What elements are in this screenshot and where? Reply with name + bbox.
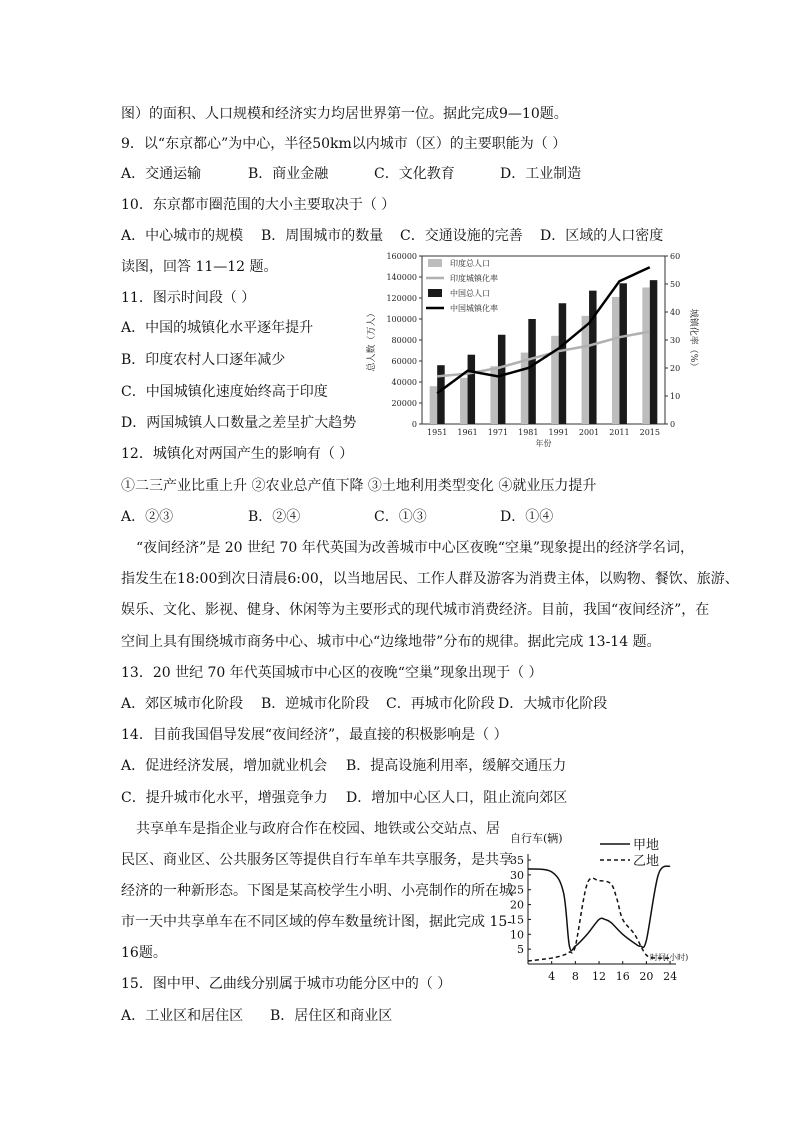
bar-china bbox=[559, 303, 567, 424]
q9-option-a[interactable]: A．交通运输 bbox=[121, 166, 202, 182]
y2-tick-label: 10 bbox=[670, 392, 681, 401]
passage-night-2: 指发生在18:00到次日清晨6:00，以当地居民、工作人群及游客为消费主体，以购物、餐饮、旅游、 bbox=[121, 571, 739, 587]
passage-bike-4: 市一天中共享单车在不同区域的停车数量统计图，据此完成 15- bbox=[121, 914, 512, 930]
q14-option-d[interactable]: D．增加中心区人口，阻止流向郊区 bbox=[346, 790, 568, 806]
legend-swatch bbox=[428, 259, 442, 267]
q12-option-d[interactable]: D．①④ bbox=[500, 509, 554, 525]
bar-china bbox=[498, 335, 506, 424]
q9-option-d[interactable]: D．工业制造 bbox=[500, 166, 582, 182]
y-tick-label: 40000 bbox=[391, 378, 417, 387]
y-tick-label: 60000 bbox=[391, 357, 417, 366]
bar-china bbox=[468, 355, 476, 424]
passage-night-4: 空间上具有围绕城市商务中心、城市中心“边缘地带”分布的规律。据此完成 13-14 题。 bbox=[121, 634, 661, 650]
y-tick-label: 35 bbox=[510, 854, 524, 867]
y-tick-label: 160000 bbox=[386, 252, 417, 261]
legend-label: 甲地 bbox=[633, 838, 660, 853]
passage-bike-1: 共享单车是指企业与政府合作在校园、地铁或公交站点、居 bbox=[136, 821, 500, 837]
bar-china bbox=[619, 283, 627, 424]
passage-bike-5: 16题。 bbox=[121, 945, 167, 961]
question-10: 10．东京都市圈范围的大小主要取决于（ ） bbox=[121, 197, 396, 213]
x-tick-label: 1981 bbox=[518, 428, 539, 437]
y-tick-label: 20000 bbox=[391, 399, 417, 408]
y2-axis-label: 城镇化率（%） bbox=[688, 308, 698, 372]
y-tick-label: 25 bbox=[510, 883, 524, 897]
y-axis-label: 自行车(辆) bbox=[510, 832, 563, 845]
y2-tick-label: 40 bbox=[670, 308, 681, 317]
passage-night-1: “夜间经济”是 20 世纪 70 年代英国为改善城市中心区夜晚“空巢”现象提出的经济学名词， bbox=[136, 540, 695, 556]
q15-option-b[interactable]: B．居住区和商业区 bbox=[270, 1008, 393, 1024]
x-tick-label: 12 bbox=[592, 970, 607, 983]
x-tick-label: 20 bbox=[639, 970, 654, 983]
question-9: 9．以“东京都心”为中心，半径50km以内城市（区）的主要职能为（ ） bbox=[121, 136, 567, 152]
bar-china bbox=[437, 365, 445, 424]
x-axis-label: 时间(小时) bbox=[650, 953, 689, 962]
q11-option-d[interactable]: D．两国城镇人口数量之差呈扩大趋势 bbox=[121, 415, 357, 431]
x-tick-label: 8 bbox=[571, 970, 579, 983]
passage-night-3: 娱乐、文化、影视、健身、休闲等为主要形式的现代城市消费经济。目前，我国“夜间经济”，在 bbox=[121, 602, 710, 618]
x-tick-label: 24 bbox=[663, 970, 678, 983]
q11-option-c[interactable]: C．中国城镇化速度始终高于印度 bbox=[121, 384, 328, 400]
bar-india bbox=[642, 288, 650, 425]
bar-china bbox=[589, 291, 597, 424]
q13-option-b[interactable]: B．逆城市化阶段 bbox=[261, 696, 370, 712]
legend-label: 印度总人口 bbox=[450, 259, 490, 268]
q13-option-c[interactable]: C．再城市化阶段 bbox=[386, 696, 495, 712]
q10-option-d[interactable]: D．区域的人口密度 bbox=[540, 228, 664, 244]
y-axis-label: 总人数（万人） bbox=[367, 308, 377, 372]
x-tick-label: 4 bbox=[548, 970, 556, 983]
y-tick-label: 100000 bbox=[386, 315, 417, 324]
q11-option-a[interactable]: A．中国的城镇化水平逐年提升 bbox=[121, 320, 314, 336]
x-tick-label: 1991 bbox=[548, 428, 569, 437]
q11-option-b[interactable]: B．印度农村人口逐年减少 bbox=[121, 352, 286, 368]
intro-line: 图）的面积、人口规模和经济实力均居世界第一位。据此完成9—10题。 bbox=[121, 106, 568, 122]
legend-label: 中国总人口 bbox=[450, 289, 490, 298]
q10-option-c[interactable]: C．交通设施的完善 bbox=[400, 228, 523, 244]
q12-option-a[interactable]: A．②③ bbox=[121, 509, 174, 525]
legend-swatch bbox=[428, 289, 442, 297]
legend-label: 印度城镇化率 bbox=[450, 274, 498, 283]
q10-option-a[interactable]: A．中心城市的规模 bbox=[121, 228, 244, 244]
q14-option-c[interactable]: C．提升城市化水平，增强竞争力 bbox=[121, 790, 328, 806]
bar-india bbox=[582, 316, 590, 424]
bar-india bbox=[430, 386, 438, 424]
y-tick-label: 30 bbox=[510, 868, 524, 882]
x-tick-label: 2001 bbox=[578, 428, 600, 437]
q9-option-b[interactable]: B．商业金融 bbox=[248, 166, 329, 182]
y2-tick-label: 30 bbox=[670, 336, 681, 345]
q13-option-d[interactable]: D．大城市化阶段 bbox=[498, 696, 608, 712]
shared-bike-chart bbox=[496, 824, 689, 990]
q14-option-a[interactable]: A．促进经济发展，增加就业机会 bbox=[121, 758, 328, 774]
question-15: 15．图中甲、乙曲线分别属于城市功能分区中的（ ） bbox=[121, 976, 452, 992]
y-tick-label: 5 bbox=[517, 943, 524, 957]
q15-option-a[interactable]: A．工业区和居住区 bbox=[121, 1008, 244, 1024]
question-12: 12．城镇化对两国产生的影响有（ ） bbox=[121, 446, 354, 462]
q12-option-b[interactable]: B．②④ bbox=[248, 509, 301, 525]
legend-label: 中国城镇化率 bbox=[450, 304, 498, 313]
y-tick-label: 15 bbox=[510, 913, 524, 927]
question-11: 11．图示时间段（ ） bbox=[121, 290, 256, 306]
q10-option-b[interactable]: B．周围城市的数量 bbox=[261, 228, 384, 244]
y-tick-label: 10 bbox=[510, 928, 524, 942]
q9-option-c[interactable]: C．文化教育 bbox=[374, 166, 455, 182]
y2-tick-label: 20 bbox=[670, 364, 681, 373]
bar-india bbox=[612, 297, 620, 424]
bar-china bbox=[528, 319, 536, 424]
legend-label: 乙地 bbox=[633, 854, 660, 869]
y-tick-label: 120000 bbox=[386, 294, 417, 303]
population-urbanization-chart bbox=[360, 248, 698, 448]
y-tick-label: 20 bbox=[510, 898, 524, 912]
x-tick-label: 1971 bbox=[487, 428, 509, 437]
question-13: 13．20 世纪 70 年代英国城市中心区的夜晚“空巢”现象出现于（ ） bbox=[121, 665, 543, 681]
y-tick-label: 0 bbox=[411, 420, 417, 429]
y2-tick-label: 60 bbox=[670, 252, 681, 261]
bar-india bbox=[460, 378, 468, 424]
passage-bike-3: 经济的一种新形态。下图是某高校学生小明、小亮制作的所在城 bbox=[121, 883, 513, 899]
bar-india bbox=[521, 353, 529, 424]
x-tick-label: 1961 bbox=[457, 428, 478, 437]
y-tick-label: 140000 bbox=[386, 273, 417, 282]
read-instruction: 读图，回答 11—12 题。 bbox=[121, 259, 278, 275]
q13-option-a[interactable]: A．郊区城市化阶段 bbox=[121, 696, 244, 712]
x-tick-label: 1951 bbox=[427, 428, 448, 437]
y2-tick-label: 0 bbox=[670, 420, 676, 429]
question-14: 14．目前我国倡导发展“夜间经济”，最直接的积极影响是（ ） bbox=[121, 727, 508, 743]
q14-option-b[interactable]: B．提高设施利用率，缓解交通压力 bbox=[346, 758, 567, 774]
q12-statements: ①二三产业比重上升 ②农业总产值下降 ③土地利用类型变化 ④就业压力提升 bbox=[121, 478, 597, 494]
q12-option-c[interactable]: C．①③ bbox=[374, 509, 427, 525]
series-line-jia bbox=[528, 866, 670, 951]
x-tick-label: 2011 bbox=[609, 428, 630, 437]
x-axis-label: 年份 bbox=[535, 439, 552, 448]
y-tick-label: 80000 bbox=[391, 336, 417, 345]
passage-bike-2: 民区、商业区、公共服务区等提供自行车单车共享服务，是共享 bbox=[121, 852, 513, 868]
x-tick-label: 16 bbox=[615, 970, 630, 983]
x-tick-label: 2015 bbox=[639, 428, 660, 437]
bar-china bbox=[650, 280, 658, 424]
y2-tick-label: 50 bbox=[670, 280, 681, 289]
